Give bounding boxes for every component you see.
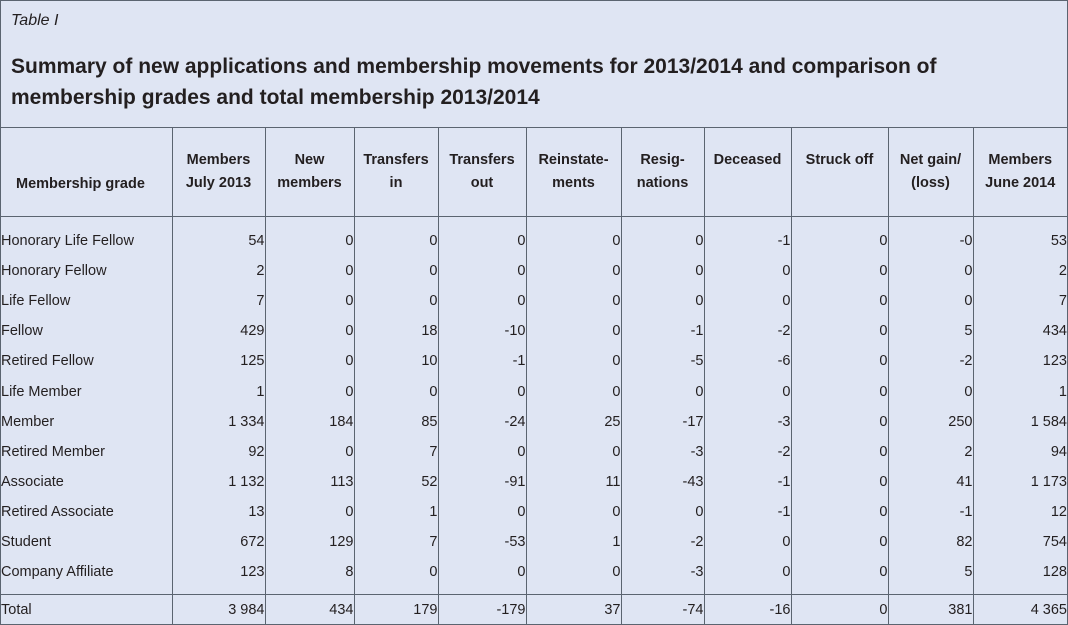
col-header-transfers-out [438, 128, 526, 217]
table-row [1, 497, 1067, 527]
table-row [1, 286, 1067, 316]
cell-reinstatements: 0 [526, 256, 621, 286]
cell-new-members: 0 [265, 497, 354, 527]
col-header-members-june-2014 [973, 128, 1067, 217]
col-header-members-july-2013 [172, 128, 265, 217]
cell-deceased: 0 [704, 286, 791, 316]
cell-members-july-2013: 1 [172, 376, 265, 406]
cell-deceased: 0 [704, 527, 791, 557]
spacer-cell [791, 587, 888, 595]
cell-reinstatements: 0 [526, 316, 621, 346]
header-line: members [277, 175, 342, 191]
table-body [1, 217, 1067, 595]
table-title: Summary of new applications and membership movements for 2013/2014 and comparison of membership grades and total membership 2013/2014 [11, 55, 937, 109]
cell-members-july-2013: 1 334 [172, 407, 265, 437]
header-line: Members [186, 152, 251, 168]
cell-members-july-2013: 672 [172, 527, 265, 557]
total-membership-grade: Total [1, 595, 172, 625]
cell-resignations: -17 [621, 407, 704, 437]
cell-new-members: 184 [265, 407, 354, 437]
cell-transfers-out: -1 [438, 346, 526, 376]
cell-members-july-2013: 1 132 [172, 467, 265, 497]
header-line: in [389, 175, 403, 191]
cell-resignations: -3 [621, 557, 704, 587]
header-line: June 2014 [985, 175, 1056, 191]
table-row [1, 346, 1067, 376]
cell-reinstatements: 0 [526, 286, 621, 316]
header-line: ments [552, 175, 595, 191]
cell-members-july-2013: 125 [172, 346, 265, 376]
cell-membership-grade: Retired Associate [1, 503, 114, 520]
cell-membership-grade: Fellow [1, 323, 43, 340]
cell-reinstatements: 25 [526, 407, 621, 437]
cell-deceased: -2 [704, 316, 791, 346]
cell-members-july-2013: 123 [172, 557, 265, 587]
cell-net-gain-loss: -2 [888, 346, 973, 376]
cell-reinstatements: 0 [526, 376, 621, 406]
cell-net-gain-loss: 250 [888, 407, 973, 437]
header-line: nations [636, 175, 689, 191]
header-line: Transfers [449, 152, 515, 168]
cell-net-gain-loss: 0 [888, 256, 973, 286]
header-line: New [294, 152, 325, 168]
cell-struck-off: 0 [791, 376, 888, 406]
total-members-july-2013: 3 984 [172, 595, 265, 625]
col-header-net-gain-loss [888, 128, 973, 217]
cell-resignations: -3 [621, 437, 704, 467]
spacer-cell [438, 587, 526, 595]
cell-struck-off: 0 [791, 407, 888, 437]
cell-resignations: 0 [621, 376, 704, 406]
total-members-june-2014: 4 365 [973, 595, 1067, 625]
cell-new-members: 0 [265, 437, 354, 467]
cell-transfers-out: -10 [438, 316, 526, 346]
cell-struck-off: 0 [791, 497, 888, 527]
cell-struck-off: 0 [791, 527, 888, 557]
col-header-membership-grade [1, 128, 172, 217]
cell-members-june-2014: 1 173 [973, 467, 1067, 497]
total-deceased: -16 [704, 595, 791, 625]
spacer-cell [973, 587, 1067, 595]
table-row [1, 557, 1067, 587]
cell-membership-grade: Life Member [1, 383, 82, 400]
cell-resignations: -2 [621, 527, 704, 557]
cell-deceased: 0 [704, 557, 791, 587]
cell-transfers-in: 1 [354, 497, 438, 527]
cell-new-members: 0 [265, 256, 354, 286]
cell-membership-grade: Honorary Life Fellow [1, 233, 134, 250]
cell-transfers-out: 0 [438, 376, 526, 406]
cell-transfers-out: 0 [438, 286, 526, 316]
header-line: Net gain/ [899, 152, 962, 168]
cell-members-june-2014: 53 [973, 217, 1067, 257]
cell-reinstatements: 0 [526, 346, 621, 376]
cell-transfers-out: 0 [438, 217, 526, 257]
table-row [1, 217, 1067, 257]
spacer-cell [265, 587, 354, 595]
header-line: Struck off [805, 152, 874, 168]
cell-reinstatements: 0 [526, 497, 621, 527]
row-spacer [1, 587, 1067, 595]
membership-table [1, 127, 1067, 625]
cell-resignations: 0 [621, 497, 704, 527]
cell-membership-grade: Student [1, 533, 51, 550]
cell-new-members: 8 [265, 557, 354, 587]
cell-transfers-out: 0 [438, 557, 526, 587]
cell-membership-grade: Member [1, 413, 55, 430]
cell-transfers-in: 0 [354, 286, 438, 316]
cell-struck-off: 0 [791, 286, 888, 316]
cell-members-july-2013: 54 [172, 217, 265, 257]
total-transfers-out: -179 [438, 595, 526, 625]
cell-deceased: -6 [704, 346, 791, 376]
cell-membership-grade: Associate [1, 473, 64, 490]
spacer-cell [1, 587, 172, 595]
cell-transfers-in: 10 [354, 346, 438, 376]
cell-membership-grade: Retired Member [1, 443, 105, 460]
total-new-members: 434 [265, 595, 354, 625]
cell-resignations: -43 [621, 467, 704, 497]
cell-transfers-out: 0 [438, 437, 526, 467]
header-line: Reinstate- [538, 152, 609, 168]
cell-new-members: 113 [265, 467, 354, 497]
cell-members-june-2014: 1 [973, 376, 1067, 406]
header-line: Deceased [713, 152, 782, 168]
cell-reinstatements: 1 [526, 527, 621, 557]
cell-reinstatements: 0 [526, 437, 621, 467]
cell-membership-grade: Retired Fellow [1, 353, 94, 370]
cell-transfers-in: 0 [354, 376, 438, 406]
cell-transfers-in: 0 [354, 217, 438, 257]
spacer-cell [172, 587, 265, 595]
total-struck-off: 0 [791, 595, 888, 625]
cell-members-july-2013: 429 [172, 316, 265, 346]
cell-members-june-2014: 2 [973, 256, 1067, 286]
cell-deceased: 0 [704, 256, 791, 286]
cell-members-july-2013: 2 [172, 256, 265, 286]
cell-transfers-out: 0 [438, 497, 526, 527]
header-line: Membership grade [16, 175, 145, 192]
cell-net-gain-loss: -0 [888, 217, 973, 257]
header-row [1, 128, 1067, 217]
cell-membership-grade: Life Fellow [1, 293, 71, 310]
col-header-reinstatements [526, 128, 621, 217]
table-row [1, 316, 1067, 346]
spacer-cell [621, 587, 704, 595]
cell-members-june-2014: 1 584 [973, 407, 1067, 437]
cell-transfers-in: 7 [354, 437, 438, 467]
cell-transfers-out: -53 [438, 527, 526, 557]
cell-transfers-out: -91 [438, 467, 526, 497]
cell-transfers-in: 52 [354, 467, 438, 497]
cell-new-members: 0 [265, 376, 354, 406]
cell-transfers-in: 0 [354, 557, 438, 587]
cell-deceased: -1 [704, 467, 791, 497]
cell-struck-off: 0 [791, 316, 888, 346]
cell-struck-off: 0 [791, 346, 888, 376]
cell-deceased: -3 [704, 407, 791, 437]
cell-reinstatements: 0 [526, 217, 621, 257]
table-row [1, 467, 1067, 497]
cell-resignations: 0 [621, 256, 704, 286]
cell-deceased: -1 [704, 217, 791, 257]
table-row [1, 376, 1067, 406]
cell-members-june-2014: 7 [973, 286, 1067, 316]
cell-members-june-2014: 434 [973, 316, 1067, 346]
table-row [1, 256, 1067, 286]
total-transfers-in: 179 [354, 595, 438, 625]
cell-struck-off: 0 [791, 217, 888, 257]
cell-reinstatements: 0 [526, 557, 621, 587]
cell-resignations: -1 [621, 316, 704, 346]
col-header-resignations [621, 128, 704, 217]
cell-members-june-2014: 123 [973, 346, 1067, 376]
header-line: Resig- [640, 152, 685, 168]
cell-membership-grade: Honorary Fellow [1, 263, 107, 280]
cell-resignations: 0 [621, 286, 704, 316]
spacer-cell [888, 587, 973, 595]
table-row [1, 407, 1067, 437]
cell-net-gain-loss: 41 [888, 467, 973, 497]
table-caption: Table I [11, 12, 59, 29]
cell-members-july-2013: 7 [172, 286, 265, 316]
col-header-transfers-in [354, 128, 438, 217]
cell-membership-grade: Company Affiliate [1, 564, 114, 581]
cell-members-june-2014: 754 [973, 527, 1067, 557]
cell-deceased: 0 [704, 376, 791, 406]
cell-new-members: 129 [265, 527, 354, 557]
cell-net-gain-loss: 0 [888, 286, 973, 316]
total-row [1, 595, 1067, 625]
total-resignations: -74 [621, 595, 704, 625]
cell-resignations: -5 [621, 346, 704, 376]
cell-new-members: 0 [265, 286, 354, 316]
table-row [1, 437, 1067, 467]
cell-members-june-2014: 94 [973, 437, 1067, 467]
col-header-struck-off [791, 128, 888, 217]
cell-net-gain-loss: 5 [888, 557, 973, 587]
cell-net-gain-loss: 5 [888, 316, 973, 346]
cell-deceased: -1 [704, 497, 791, 527]
cell-deceased: -2 [704, 437, 791, 467]
cell-members-june-2014: 12 [973, 497, 1067, 527]
cell-new-members: 0 [265, 217, 354, 257]
cell-transfers-in: 0 [354, 256, 438, 286]
header-line: Transfers [363, 152, 429, 168]
spacer-cell [354, 587, 438, 595]
cell-struck-off: 0 [791, 256, 888, 286]
header-line: (loss) [911, 175, 950, 191]
cell-reinstatements: 11 [526, 467, 621, 497]
table-row [1, 527, 1067, 557]
cell-members-july-2013: 92 [172, 437, 265, 467]
cell-members-june-2014: 128 [973, 557, 1067, 587]
cell-net-gain-loss: -1 [888, 497, 973, 527]
cell-transfers-in: 18 [354, 316, 438, 346]
cell-struck-off: 0 [791, 437, 888, 467]
cell-net-gain-loss: 0 [888, 376, 973, 406]
cell-struck-off: 0 [791, 557, 888, 587]
cell-members-july-2013: 13 [172, 497, 265, 527]
cell-new-members: 0 [265, 346, 354, 376]
header-line: July 2013 [185, 175, 252, 191]
col-header-new-members [265, 128, 354, 217]
total-net-gain-loss: 381 [888, 595, 973, 625]
cell-net-gain-loss: 82 [888, 527, 973, 557]
col-header-deceased [704, 128, 791, 217]
cell-struck-off: 0 [791, 467, 888, 497]
cell-transfers-in: 7 [354, 527, 438, 557]
total-reinstatements: 37 [526, 595, 621, 625]
cell-transfers-in: 85 [354, 407, 438, 437]
spacer-cell [704, 587, 791, 595]
cell-net-gain-loss: 2 [888, 437, 973, 467]
header-line: Members [988, 152, 1053, 168]
cell-new-members: 0 [265, 316, 354, 346]
cell-transfers-out: 0 [438, 256, 526, 286]
cell-transfers-out: -24 [438, 407, 526, 437]
cell-resignations: 0 [621, 217, 704, 257]
spacer-cell [526, 587, 621, 595]
header-line: out [470, 175, 494, 191]
